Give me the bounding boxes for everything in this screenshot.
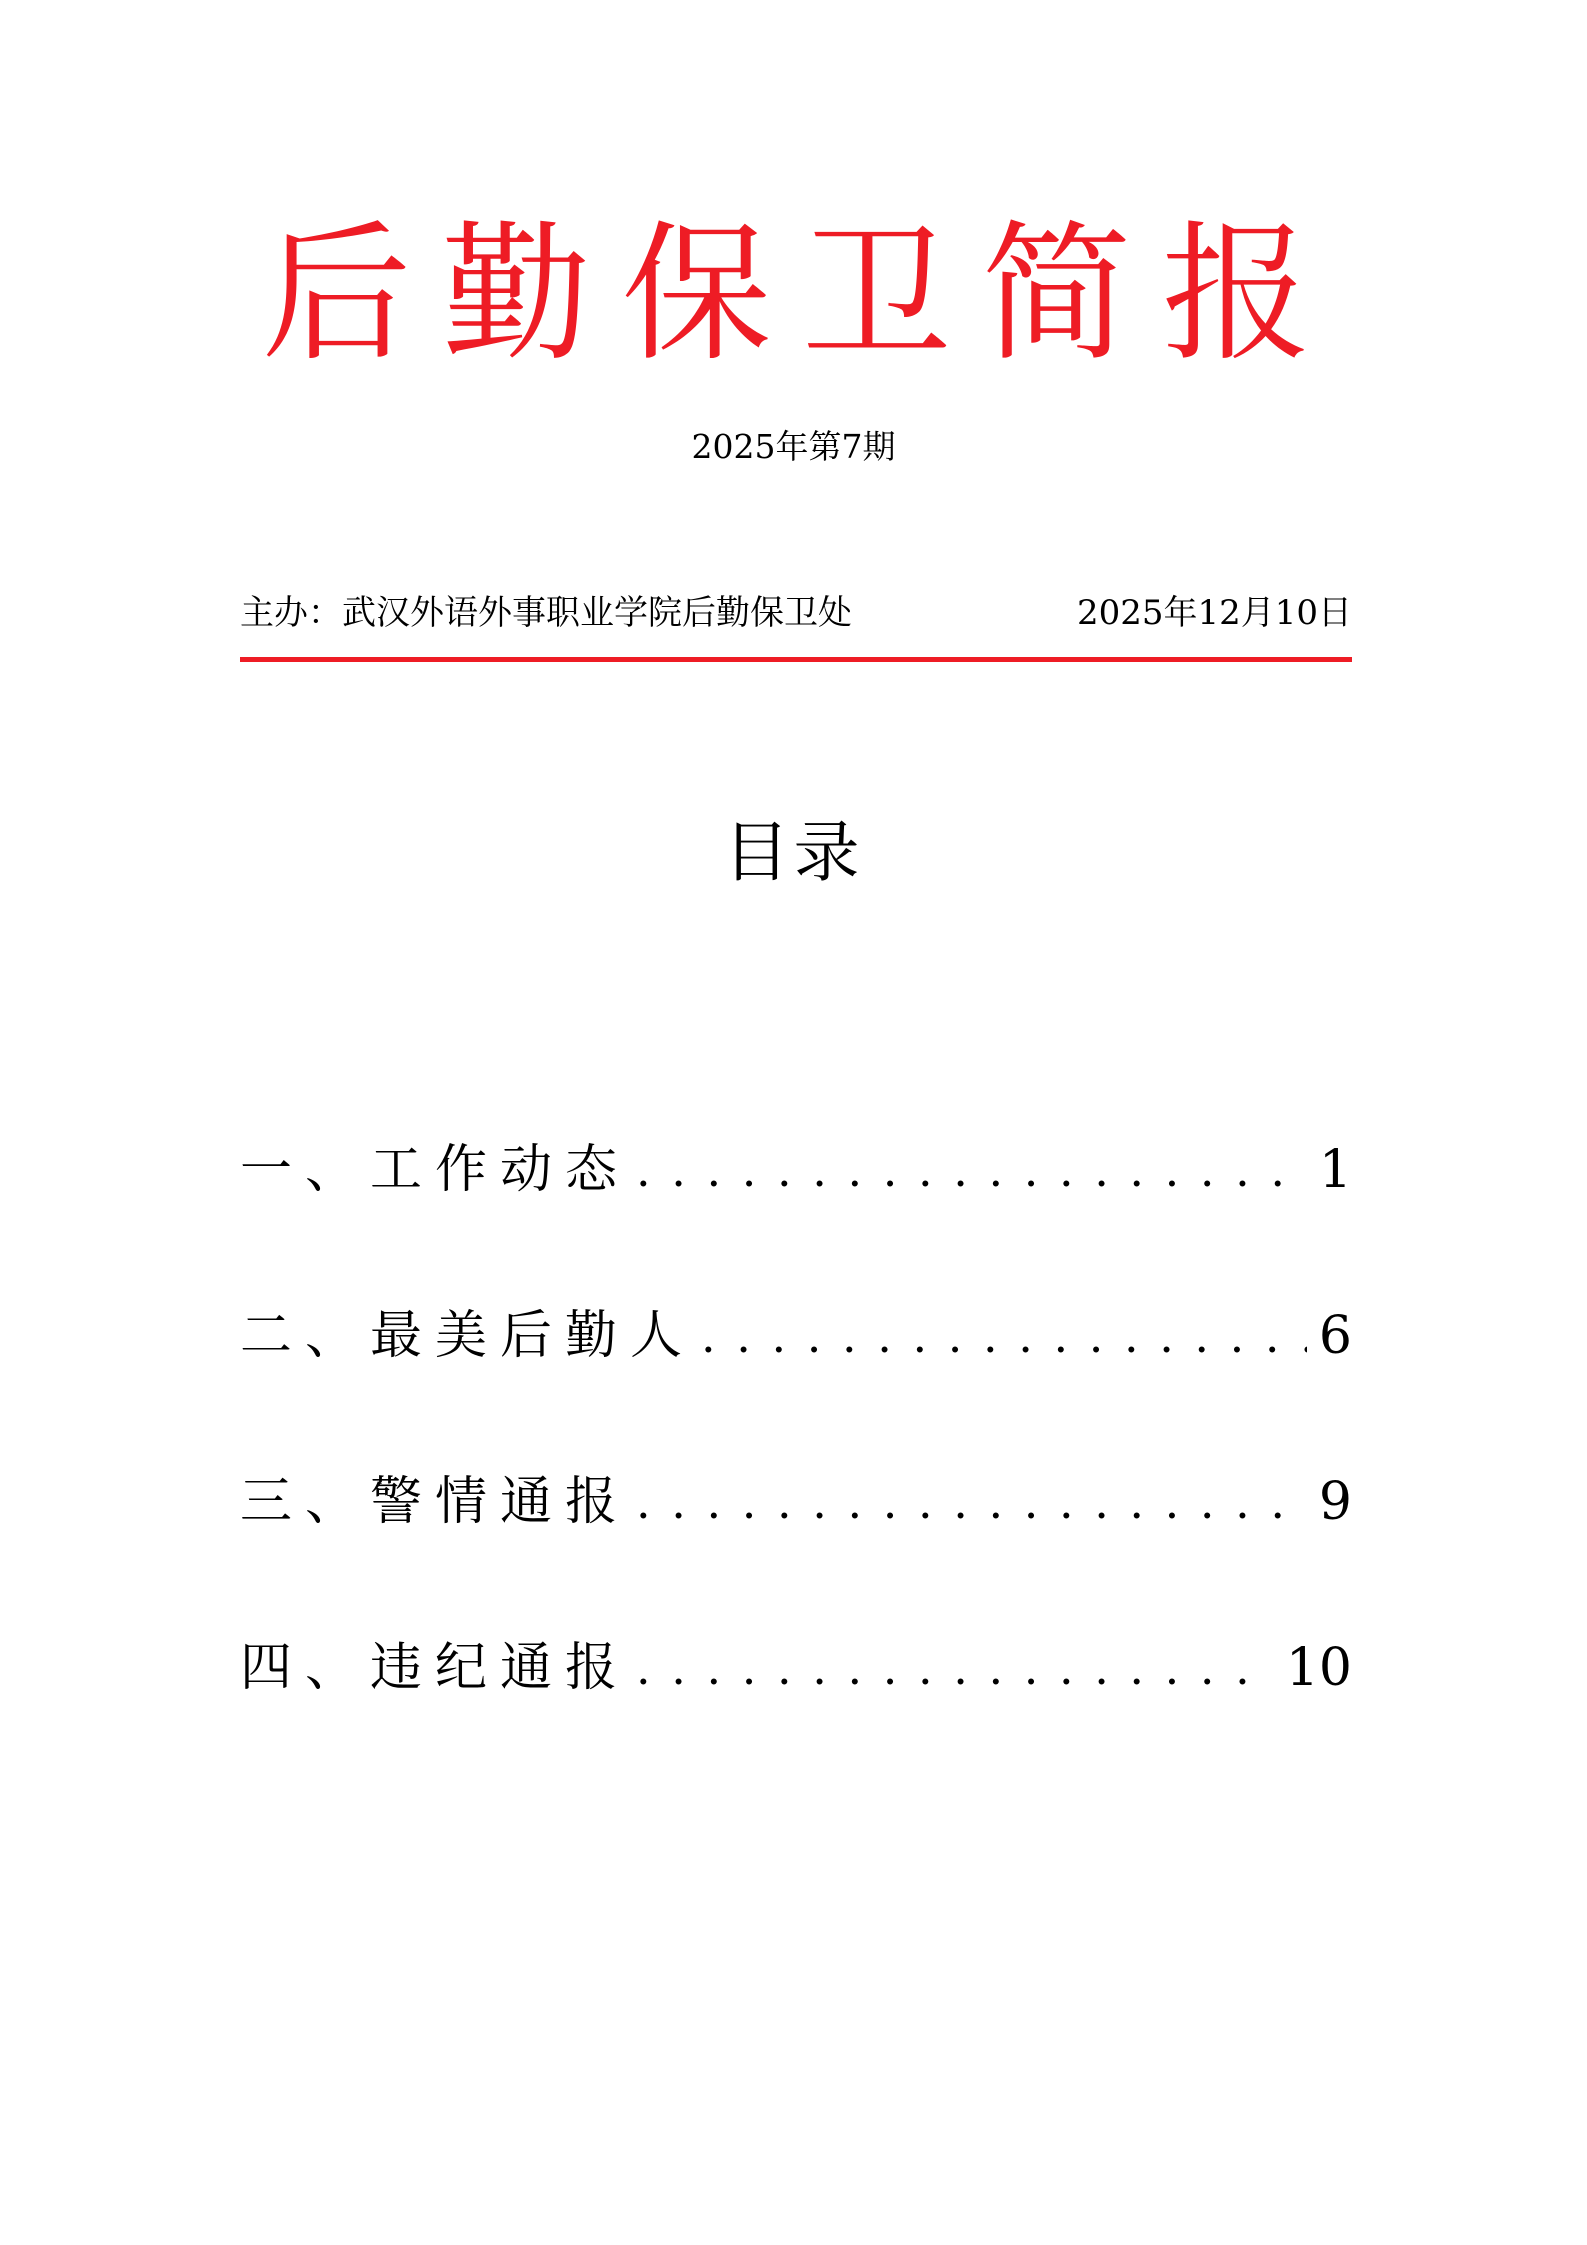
dot-leader [636, 1467, 1307, 1537]
toc-title: 目录 [723, 814, 864, 891]
issue-number: 2025年第7期 [691, 427, 896, 466]
dot-leader [636, 1633, 1274, 1703]
masthead-title: 后勤保卫简报 [261, 208, 1342, 382]
toc-entry-label: 二、最美后勤人 [240, 1306, 696, 1366]
toc-entry-page: 9 [1318, 1472, 1352, 1532]
sponsor-row [240, 590, 1352, 636]
toc-entry-page: 1 [1318, 1140, 1352, 1200]
toc-entry-work-news[interactable] [240, 1135, 1352, 1301]
toc-entry-label: 一、工作动态 [240, 1140, 631, 1200]
toc-entry-best-staff[interactable] [240, 1301, 1352, 1467]
organizer-label: 主办：武汉外语外事职业学院后勤保卫处 [240, 593, 852, 633]
table-of-contents [240, 1135, 1352, 1799]
publish-date: 2025年12月10日 [1076, 593, 1352, 633]
toc-entry-police-report[interactable] [240, 1467, 1352, 1633]
toc-entry-label: 四、违纪通报 [240, 1638, 631, 1698]
toc-entry-page: 6 [1318, 1306, 1352, 1366]
red-divider [240, 657, 1352, 662]
toc-entry-page: 10 [1285, 1638, 1352, 1698]
dot-leader [701, 1301, 1307, 1371]
toc-entry-discipline-report[interactable] [240, 1633, 1352, 1799]
dot-leader [636, 1135, 1307, 1205]
toc-entry-label: 三、警情通报 [240, 1472, 631, 1532]
